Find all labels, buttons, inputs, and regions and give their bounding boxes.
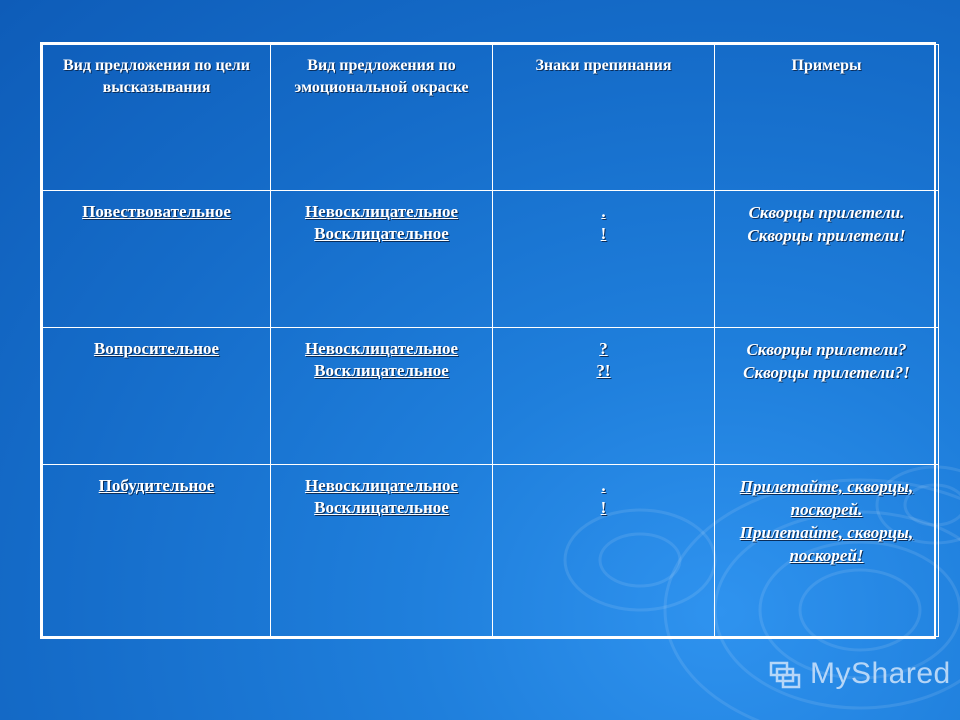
row-emotion-1: Невосклицательное <box>304 202 459 221</box>
table-row <box>43 328 939 465</box>
row-purpose: Побудительное <box>98 476 215 495</box>
row-example-2: Прилетайте, скворцы, поскорей! <box>739 523 914 565</box>
row-mark-1: ? <box>599 339 608 358</box>
header-punctuation: Знаки препинания <box>493 45 715 191</box>
table-row <box>43 465 939 637</box>
brand-text: MyShared <box>810 657 951 690</box>
table-header-row <box>43 45 939 191</box>
row-example-1: Скворцы прилетели. <box>748 203 905 222</box>
row-mark-2: ! <box>600 224 607 243</box>
row-mark-2: ! <box>600 498 607 517</box>
row-purpose: Вопросительное <box>93 339 220 358</box>
row-example-2: Скворцы прилетели?! <box>743 363 910 382</box>
row-mark-1: . <box>601 202 606 221</box>
row-mark-1: . <box>601 476 606 495</box>
table-row <box>43 191 939 328</box>
row-emotion-2: Восклицательное <box>314 224 449 243</box>
row-purpose: Повествовательное <box>82 202 231 221</box>
row-example-1: Скворцы прилетели? <box>746 340 907 359</box>
header-emotion: Вид предложения по эмоциональной окраске <box>271 45 493 191</box>
row-mark-2: ?! <box>596 361 611 380</box>
punctuation-table <box>40 42 936 639</box>
row-emotion-2: Восклицательное <box>314 361 449 380</box>
header-examples: Примеры <box>715 45 939 191</box>
row-emotion-1: Невосклицательное <box>304 476 459 495</box>
row-emotion-2: Восклицательное <box>314 498 449 517</box>
header-purpose: Вид предложения по цели высказывания <box>43 45 271 191</box>
myshared-logo <box>768 654 951 694</box>
slides-icon <box>768 657 802 691</box>
row-example-2: Скворцы прилетели! <box>747 226 906 245</box>
row-example-1: Прилетайте, скворцы, поскорей. <box>739 477 914 519</box>
row-emotion-1: Невосклицательное <box>304 339 459 358</box>
